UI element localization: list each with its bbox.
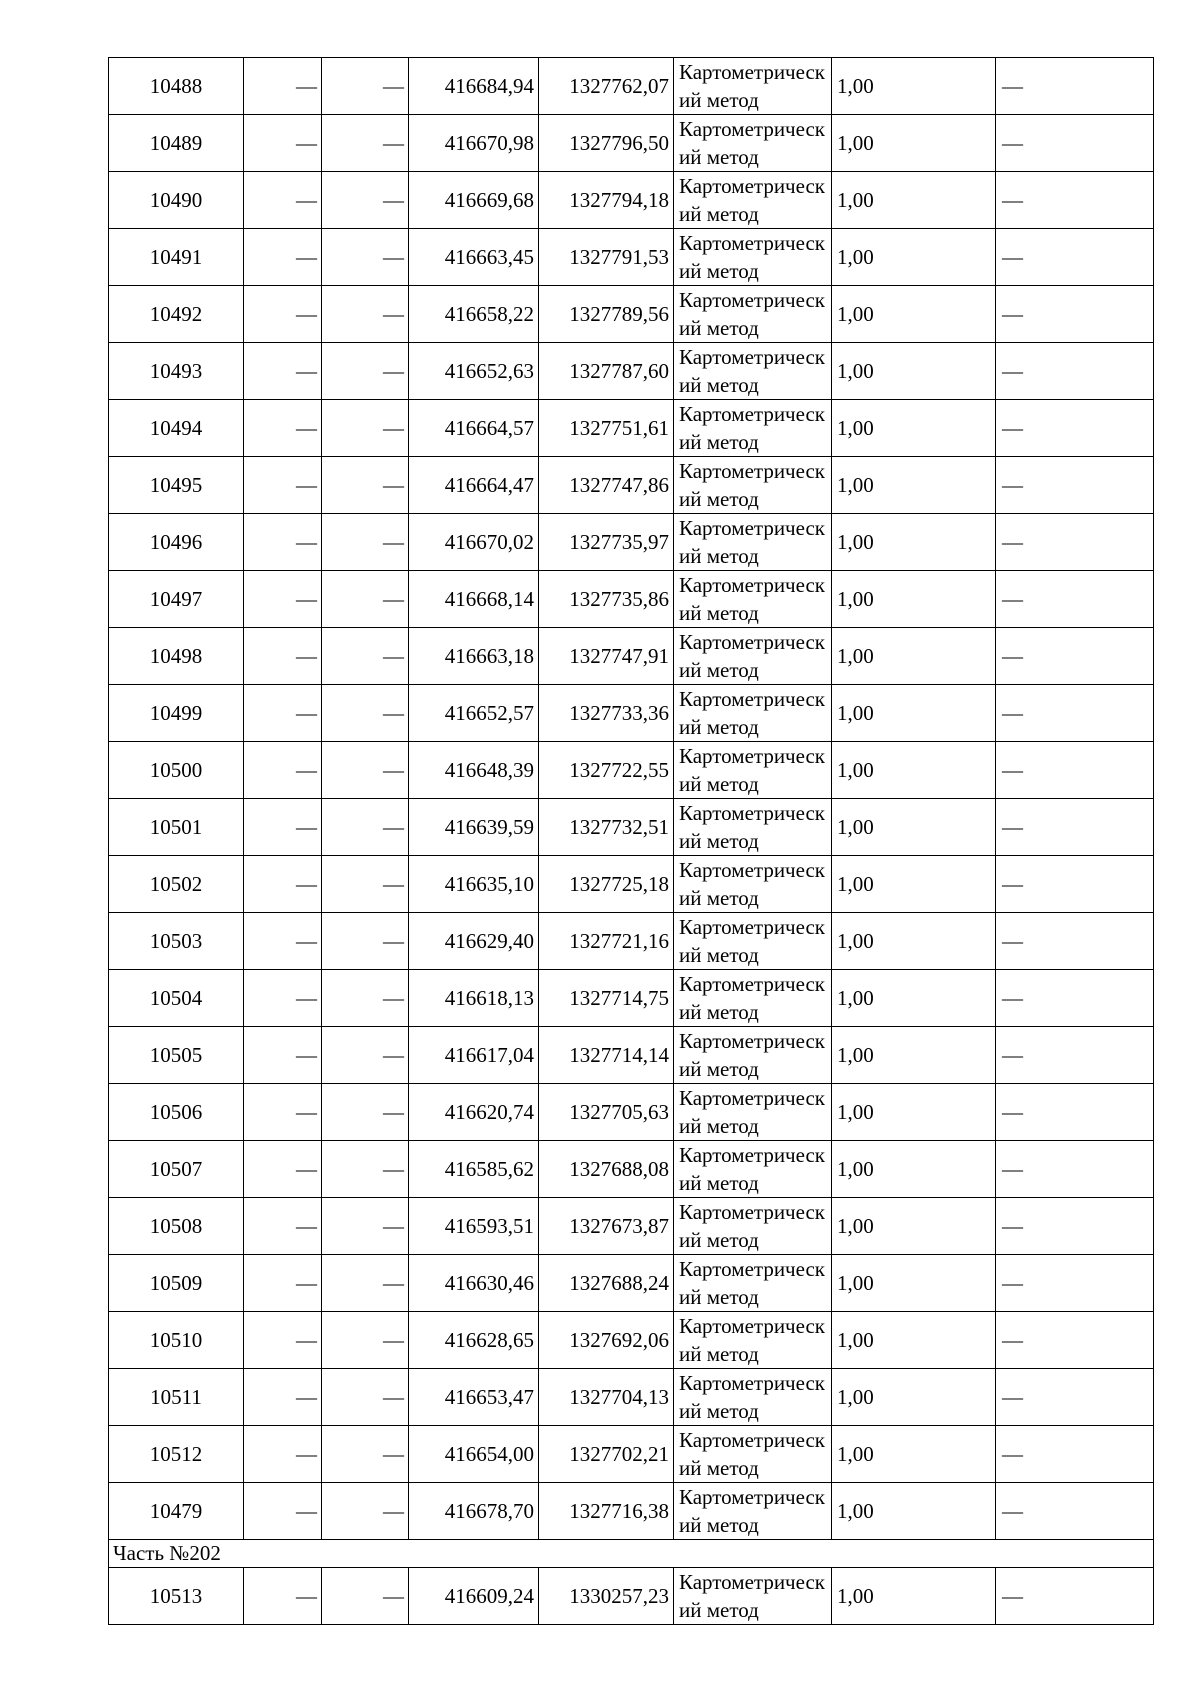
accuracy-cell: 1,00 [832, 1255, 996, 1312]
empty-value-cell: — [244, 1027, 322, 1084]
part-label: Часть №202 [109, 1540, 1154, 1568]
accuracy-cell: 1,00 [832, 799, 996, 856]
description-cell: — [996, 115, 1154, 172]
method-cell: Картометрический метод [674, 1426, 832, 1483]
empty-value-cell: — [244, 115, 322, 172]
point-number-cell: 10508 [109, 1198, 244, 1255]
coordinate-x-cell: 416670,98 [409, 115, 539, 172]
point-number-cell: 10496 [109, 514, 244, 571]
description-cell: — [996, 799, 1154, 856]
coordinate-x-cell: 416663,18 [409, 628, 539, 685]
empty-value-cell: — [322, 1483, 409, 1540]
table-row [109, 1141, 1154, 1198]
method-cell: Картометрический метод [674, 1027, 832, 1084]
method-cell: Картометрический метод [674, 1255, 832, 1312]
point-number-cell: 10507 [109, 1141, 244, 1198]
description-cell: — [996, 1312, 1154, 1369]
coordinate-y-cell: 1327688,08 [539, 1141, 674, 1198]
method-cell: Картометрический метод [674, 628, 832, 685]
coordinate-x-cell: 416664,57 [409, 400, 539, 457]
accuracy-cell: 1,00 [832, 172, 996, 229]
description-cell: — [996, 685, 1154, 742]
empty-value-cell: — [244, 799, 322, 856]
point-number-cell: 10499 [109, 685, 244, 742]
table-row [109, 685, 1154, 742]
empty-value-cell: — [322, 286, 409, 343]
coordinate-x-cell: 416684,94 [409, 58, 539, 115]
description-cell: — [996, 970, 1154, 1027]
empty-value-cell: — [244, 286, 322, 343]
description-cell: — [996, 1369, 1154, 1426]
coordinate-y-cell: 1327716,38 [539, 1483, 674, 1540]
table-row [109, 1255, 1154, 1312]
empty-value-cell: — [322, 172, 409, 229]
accuracy-cell: 1,00 [832, 856, 996, 913]
coordinate-y-cell: 1327787,60 [539, 343, 674, 400]
method-cell: Картометрический метод [674, 400, 832, 457]
accuracy-cell: 1,00 [832, 628, 996, 685]
coordinates-table [108, 57, 1154, 1625]
empty-value-cell: — [322, 628, 409, 685]
accuracy-cell: 1,00 [832, 229, 996, 286]
table-row [109, 400, 1154, 457]
empty-value-cell: — [322, 58, 409, 115]
point-number-cell: 10500 [109, 742, 244, 799]
description-cell: — [996, 1255, 1154, 1312]
empty-value-cell: — [244, 1426, 322, 1483]
accuracy-cell: 1,00 [832, 685, 996, 742]
coordinate-x-cell: 416629,40 [409, 913, 539, 970]
empty-value-cell: — [322, 913, 409, 970]
accuracy-cell: 1,00 [832, 970, 996, 1027]
empty-value-cell: — [322, 1426, 409, 1483]
method-cell: Картометрический метод [674, 1483, 832, 1540]
coordinate-x-cell: 416653,47 [409, 1369, 539, 1426]
table-body-part-b [109, 1568, 1154, 1625]
description-cell: — [996, 1198, 1154, 1255]
accuracy-cell: 1,00 [832, 1369, 996, 1426]
point-number-cell: 10494 [109, 400, 244, 457]
method-cell: Картометрический метод [674, 1568, 832, 1625]
empty-value-cell: — [244, 1084, 322, 1141]
empty-value-cell: — [244, 1198, 322, 1255]
empty-value-cell: — [322, 1568, 409, 1625]
description-cell: — [996, 58, 1154, 115]
point-number-cell: 10490 [109, 172, 244, 229]
table-row [109, 1568, 1154, 1625]
method-cell: Картометрический метод [674, 856, 832, 913]
coordinate-x-cell: 416652,57 [409, 685, 539, 742]
point-number-cell: 10511 [109, 1369, 244, 1426]
table-row [109, 1369, 1154, 1426]
coordinate-y-cell: 1327751,61 [539, 400, 674, 457]
coordinate-x-cell: 416639,59 [409, 799, 539, 856]
table-row [109, 742, 1154, 799]
point-number-cell: 10493 [109, 343, 244, 400]
table-row [109, 286, 1154, 343]
point-number-cell: 10498 [109, 628, 244, 685]
table-row [109, 58, 1154, 115]
point-number-cell: 10491 [109, 229, 244, 286]
coordinate-y-cell: 1327762,07 [539, 58, 674, 115]
coordinate-y-cell: 1327796,50 [539, 115, 674, 172]
empty-value-cell: — [244, 1568, 322, 1625]
description-cell: — [996, 400, 1154, 457]
empty-value-cell: — [244, 628, 322, 685]
table-row [109, 514, 1154, 571]
description-cell: — [996, 571, 1154, 628]
accuracy-cell: 1,00 [832, 742, 996, 799]
accuracy-cell: 1,00 [832, 58, 996, 115]
coordinate-x-cell: 416652,63 [409, 343, 539, 400]
coordinate-y-cell: 1327705,63 [539, 1084, 674, 1141]
empty-value-cell: — [244, 229, 322, 286]
description-cell: — [996, 1568, 1154, 1625]
empty-value-cell: — [244, 343, 322, 400]
method-cell: Картометрический метод [674, 799, 832, 856]
empty-value-cell: — [322, 514, 409, 571]
empty-value-cell: — [244, 400, 322, 457]
empty-value-cell: — [244, 1312, 322, 1369]
point-number-cell: 10495 [109, 457, 244, 514]
empty-value-cell: — [244, 913, 322, 970]
method-cell: Картометрический метод [674, 286, 832, 343]
table-row [109, 229, 1154, 286]
table-row [109, 799, 1154, 856]
table-row [109, 343, 1154, 400]
coordinate-y-cell: 1327789,56 [539, 286, 674, 343]
coordinate-x-cell: 416618,13 [409, 970, 539, 1027]
accuracy-cell: 1,00 [832, 1426, 996, 1483]
point-number-cell: 10501 [109, 799, 244, 856]
method-cell: Картометрический метод [674, 1141, 832, 1198]
point-number-cell: 10505 [109, 1027, 244, 1084]
empty-value-cell: — [322, 970, 409, 1027]
point-number-cell: 10510 [109, 1312, 244, 1369]
empty-value-cell: — [322, 799, 409, 856]
empty-value-cell: — [322, 1141, 409, 1198]
point-number-cell: 10502 [109, 856, 244, 913]
empty-value-cell: — [244, 1483, 322, 1540]
table-row [109, 172, 1154, 229]
point-number-cell: 10492 [109, 286, 244, 343]
point-number-cell: 10509 [109, 1255, 244, 1312]
empty-value-cell: — [322, 1198, 409, 1255]
coordinate-y-cell: 1327692,06 [539, 1312, 674, 1369]
table-row [109, 856, 1154, 913]
description-cell: — [996, 1426, 1154, 1483]
point-number-cell: 10479 [109, 1483, 244, 1540]
coordinate-y-cell: 1327747,86 [539, 457, 674, 514]
accuracy-cell: 1,00 [832, 1483, 996, 1540]
description-cell: — [996, 1483, 1154, 1540]
coordinate-x-cell: 416609,24 [409, 1568, 539, 1625]
coordinate-x-cell: 416658,22 [409, 286, 539, 343]
point-number-cell: 10506 [109, 1084, 244, 1141]
method-cell: Картометрический метод [674, 1198, 832, 1255]
coordinate-y-cell: 1327721,16 [539, 913, 674, 970]
coordinate-y-cell: 1327702,21 [539, 1426, 674, 1483]
empty-value-cell: — [322, 742, 409, 799]
description-cell: — [996, 856, 1154, 913]
coordinate-x-cell: 416654,00 [409, 1426, 539, 1483]
method-cell: Картометрический метод [674, 913, 832, 970]
method-cell: Картометрический метод [674, 514, 832, 571]
empty-value-cell: — [322, 1369, 409, 1426]
coordinate-y-cell: 1330257,23 [539, 1568, 674, 1625]
empty-value-cell: — [322, 400, 409, 457]
coordinate-y-cell: 1327714,75 [539, 970, 674, 1027]
empty-value-cell: — [322, 856, 409, 913]
table-part-header [109, 1540, 1154, 1568]
method-cell: Картометрический метод [674, 742, 832, 799]
description-cell: — [996, 1141, 1154, 1198]
empty-value-cell: — [244, 742, 322, 799]
accuracy-cell: 1,00 [832, 571, 996, 628]
description-cell: — [996, 172, 1154, 229]
table-row [109, 1198, 1154, 1255]
coordinate-y-cell: 1327735,97 [539, 514, 674, 571]
accuracy-cell: 1,00 [832, 1141, 996, 1198]
description-cell: — [996, 742, 1154, 799]
coordinate-y-cell: 1327732,51 [539, 799, 674, 856]
accuracy-cell: 1,00 [832, 343, 996, 400]
empty-value-cell: — [244, 58, 322, 115]
empty-value-cell: — [244, 685, 322, 742]
point-number-cell: 10497 [109, 571, 244, 628]
description-cell: — [996, 457, 1154, 514]
accuracy-cell: 1,00 [832, 286, 996, 343]
empty-value-cell: — [322, 457, 409, 514]
empty-value-cell: — [322, 571, 409, 628]
coordinate-y-cell: 1327747,91 [539, 628, 674, 685]
table-row [109, 970, 1154, 1027]
empty-value-cell: — [244, 514, 322, 571]
coordinate-x-cell: 416628,65 [409, 1312, 539, 1369]
method-cell: Картометрический метод [674, 1369, 832, 1426]
accuracy-cell: 1,00 [832, 457, 996, 514]
coordinate-x-cell: 416585,62 [409, 1141, 539, 1198]
coordinate-x-cell: 416663,45 [409, 229, 539, 286]
empty-value-cell: — [244, 970, 322, 1027]
accuracy-cell: 1,00 [832, 913, 996, 970]
accuracy-cell: 1,00 [832, 514, 996, 571]
description-cell: — [996, 913, 1154, 970]
accuracy-cell: 1,00 [832, 1084, 996, 1141]
point-number-cell: 10512 [109, 1426, 244, 1483]
coordinate-y-cell: 1327725,18 [539, 856, 674, 913]
point-number-cell: 10489 [109, 115, 244, 172]
method-cell: Картометрический метод [674, 1084, 832, 1141]
table-row [109, 1312, 1154, 1369]
method-cell: Картометрический метод [674, 172, 832, 229]
point-number-cell: 10513 [109, 1568, 244, 1625]
method-cell: Картометрический метод [674, 343, 832, 400]
coordinate-x-cell: 416678,70 [409, 1483, 539, 1540]
table-row [109, 1483, 1154, 1540]
accuracy-cell: 1,00 [832, 115, 996, 172]
description-cell: — [996, 229, 1154, 286]
coordinate-x-cell: 416670,02 [409, 514, 539, 571]
point-number-cell: 10488 [109, 58, 244, 115]
empty-value-cell: — [322, 115, 409, 172]
table-row [109, 1426, 1154, 1483]
method-cell: Картометрический метод [674, 457, 832, 514]
table-row [109, 628, 1154, 685]
table-row [109, 571, 1154, 628]
empty-value-cell: — [244, 172, 322, 229]
empty-value-cell: — [322, 343, 409, 400]
empty-value-cell: — [322, 1084, 409, 1141]
coordinate-y-cell: 1327673,87 [539, 1198, 674, 1255]
table-row [109, 913, 1154, 970]
coordinate-y-cell: 1327735,86 [539, 571, 674, 628]
empty-value-cell: — [322, 1027, 409, 1084]
empty-value-cell: — [322, 1312, 409, 1369]
part-label-row [109, 1540, 1154, 1568]
coordinate-x-cell: 416617,04 [409, 1027, 539, 1084]
empty-value-cell: — [244, 1141, 322, 1198]
coordinate-x-cell: 416630,46 [409, 1255, 539, 1312]
description-cell: — [996, 343, 1154, 400]
coordinate-y-cell: 1327704,13 [539, 1369, 674, 1426]
method-cell: Картометрический метод [674, 685, 832, 742]
coordinate-y-cell: 1327791,53 [539, 229, 674, 286]
point-number-cell: 10504 [109, 970, 244, 1027]
empty-value-cell: — [244, 1255, 322, 1312]
coordinate-y-cell: 1327688,24 [539, 1255, 674, 1312]
table-row [109, 1027, 1154, 1084]
description-cell: — [996, 1027, 1154, 1084]
method-cell: Картометрический метод [674, 229, 832, 286]
accuracy-cell: 1,00 [832, 1198, 996, 1255]
coordinate-x-cell: 416664,47 [409, 457, 539, 514]
method-cell: Картометрический метод [674, 58, 832, 115]
coordinate-x-cell: 416620,74 [409, 1084, 539, 1141]
description-cell: — [996, 514, 1154, 571]
empty-value-cell: — [322, 229, 409, 286]
empty-value-cell: — [322, 1255, 409, 1312]
accuracy-cell: 1,00 [832, 1027, 996, 1084]
description-cell: — [996, 286, 1154, 343]
coordinate-y-cell: 1327794,18 [539, 172, 674, 229]
point-number-cell: 10503 [109, 913, 244, 970]
coordinate-x-cell: 416635,10 [409, 856, 539, 913]
coordinate-y-cell: 1327722,55 [539, 742, 674, 799]
method-cell: Картометрический метод [674, 970, 832, 1027]
accuracy-cell: 1,00 [832, 1568, 996, 1625]
description-cell: — [996, 628, 1154, 685]
coordinate-x-cell: 416648,39 [409, 742, 539, 799]
method-cell: Картометрический метод [674, 115, 832, 172]
table-body-part-a [109, 58, 1154, 1540]
empty-value-cell: — [244, 457, 322, 514]
method-cell: Картометрический метод [674, 571, 832, 628]
empty-value-cell: — [322, 685, 409, 742]
empty-value-cell: — [244, 1369, 322, 1426]
coordinate-x-cell: 416668,14 [409, 571, 539, 628]
accuracy-cell: 1,00 [832, 400, 996, 457]
coordinate-x-cell: 416669,68 [409, 172, 539, 229]
method-cell: Картометрический метод [674, 1312, 832, 1369]
coordinate-y-cell: 1327733,36 [539, 685, 674, 742]
accuracy-cell: 1,00 [832, 1312, 996, 1369]
table-row [109, 1084, 1154, 1141]
table-row [109, 115, 1154, 172]
coordinate-x-cell: 416593,51 [409, 1198, 539, 1255]
description-cell: — [996, 1084, 1154, 1141]
empty-value-cell: — [244, 856, 322, 913]
table-row [109, 457, 1154, 514]
empty-value-cell: — [244, 571, 322, 628]
coordinate-y-cell: 1327714,14 [539, 1027, 674, 1084]
